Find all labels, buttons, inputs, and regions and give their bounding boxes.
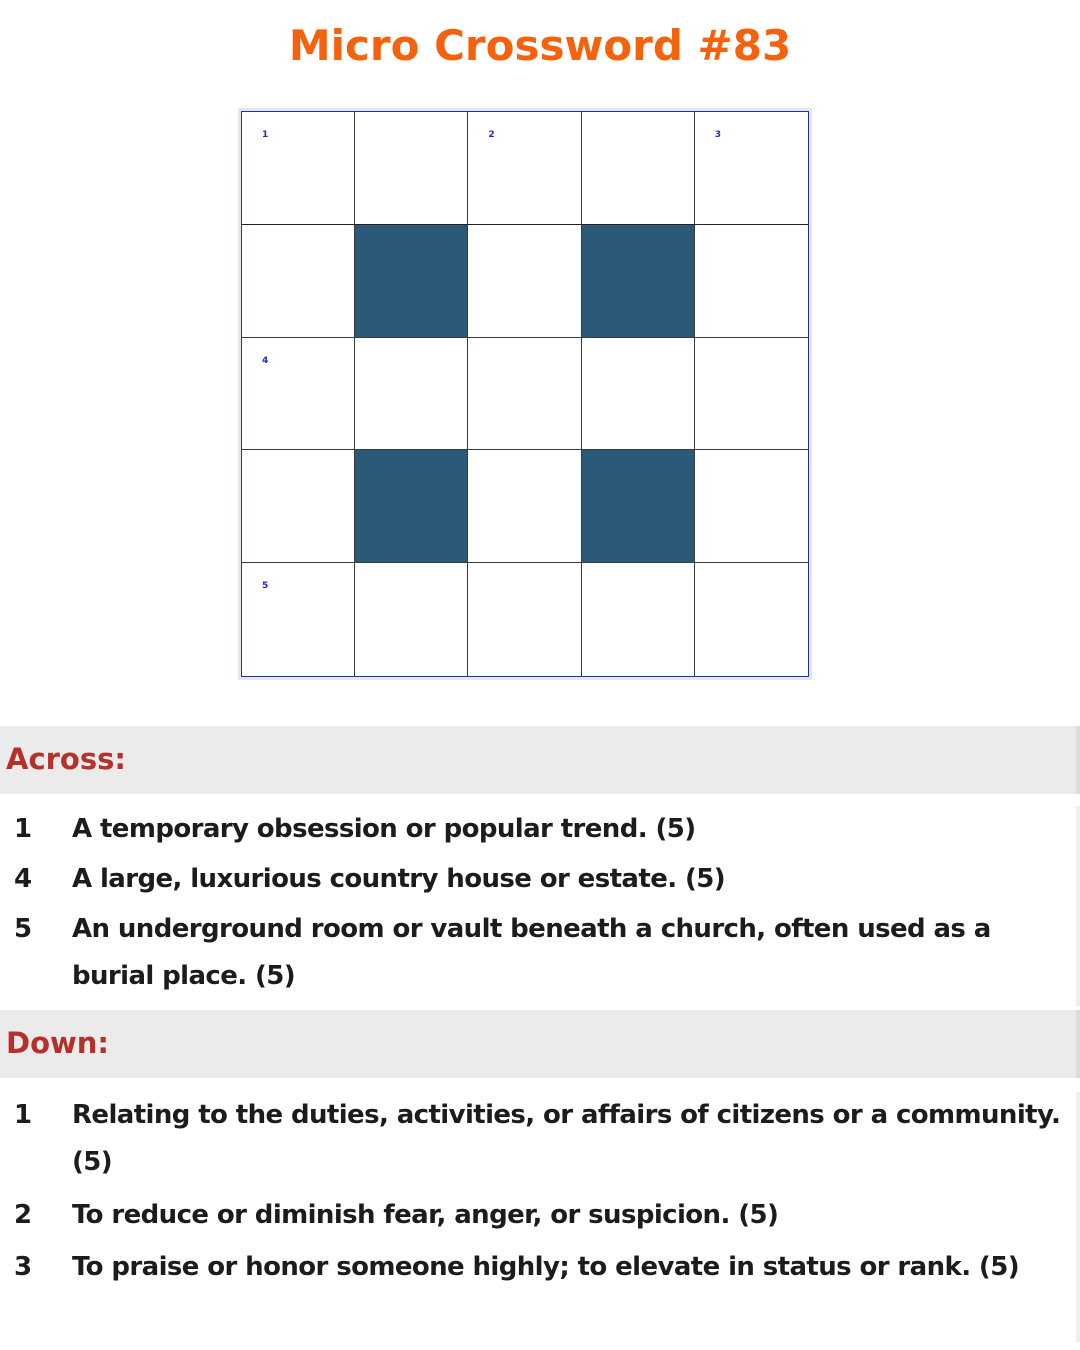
grid-cell[interactable]	[242, 450, 355, 563]
grid-cell[interactable]	[468, 563, 581, 676]
grid-cell[interactable]	[355, 112, 468, 225]
grid-cell[interactable]	[582, 112, 695, 225]
cell-number: 1	[262, 130, 269, 140]
down-header	[0, 1010, 1080, 1078]
clue-text: To praise or honor someone highly; to elevate in status or rank. (5)	[72, 1252, 1019, 1282]
across-heading: Across:	[6, 742, 126, 776]
grid-cell[interactable]	[582, 563, 695, 676]
grid-cell-blocked	[582, 225, 695, 338]
clue-text: An underground room or vault beneath a church, often used as a burial place. (5)	[72, 914, 991, 991]
clue-number: 2	[14, 1200, 33, 1230]
down-clue-list	[0, 1092, 1080, 1342]
grid-cell[interactable]	[468, 450, 581, 563]
grid-cell[interactable]	[468, 338, 581, 451]
clue-number: 5	[14, 914, 33, 944]
clue-number: 3	[14, 1252, 33, 1282]
across-header	[0, 726, 1080, 794]
grid-cell-blocked	[355, 450, 468, 563]
cell-number: 4	[262, 355, 269, 366]
cell-number: 5	[262, 581, 269, 592]
cell-number: 2	[488, 130, 495, 140]
grid-cell[interactable]	[695, 112, 808, 225]
grid-cell[interactable]	[242, 338, 355, 451]
across-clue-list	[0, 806, 1080, 1006]
clue-number: 4	[14, 864, 33, 894]
grid-cell[interactable]	[468, 112, 581, 225]
grid-cell[interactable]	[695, 338, 808, 451]
clue-text: To reduce or diminish fear, anger, or suspicion. (5)	[72, 1200, 779, 1230]
clue-number: 1	[14, 814, 33, 844]
grid-cell[interactable]	[695, 225, 808, 338]
grid-cell-blocked	[582, 450, 695, 563]
grid-cell[interactable]	[355, 338, 468, 451]
grid-cell[interactable]	[242, 112, 355, 225]
grid-cell[interactable]	[355, 563, 468, 676]
grid-cell[interactable]	[695, 450, 808, 563]
puzzle-title: Micro Crossword #83	[288, 21, 792, 70]
grid-cell[interactable]	[468, 225, 581, 338]
clue-text: A large, luxurious country house or estate. (5)	[72, 864, 726, 894]
crossword-grid-frame	[238, 108, 812, 680]
clue-text: Relating to the duties, activities, or affairs of citizens or a community. (5)	[72, 1100, 1061, 1177]
clue-text: A temporary obsession or popular trend. (5)	[72, 814, 696, 844]
cell-number: 3	[714, 130, 722, 140]
grid-cell[interactable]	[695, 563, 808, 676]
grid-cell[interactable]	[242, 563, 355, 676]
clue-number: 1	[14, 1100, 33, 1130]
crossword-grid	[241, 111, 809, 677]
down-heading: Down:	[6, 1026, 110, 1060]
grid-cell-blocked	[355, 225, 468, 338]
grid-cell[interactable]	[242, 225, 355, 338]
grid-cell[interactable]	[582, 338, 695, 451]
